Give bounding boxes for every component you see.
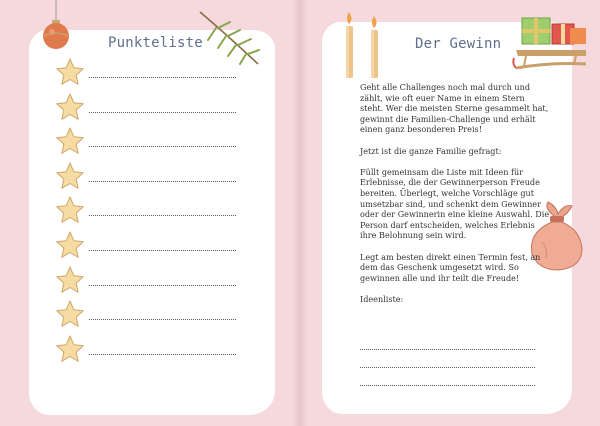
score-row <box>55 93 245 128</box>
score-row <box>55 266 245 301</box>
page-title-score-list: Punkteliste <box>108 35 203 51</box>
star-icon <box>55 266 85 294</box>
idea-line-2[interactable] <box>360 350 535 368</box>
name-entry-line[interactable] <box>89 215 236 216</box>
ornament-bauble-icon <box>36 0 76 52</box>
score-rows <box>55 58 245 369</box>
star-icon <box>55 127 85 155</box>
score-row <box>55 196 245 231</box>
paragraph-family: Jetzt ist die ganze Familie gefragt: <box>360 145 502 156</box>
star-icon <box>55 335 85 363</box>
ideas-lines <box>360 332 535 386</box>
score-row <box>55 58 245 93</box>
star-icon <box>55 300 85 328</box>
name-entry-line[interactable] <box>89 250 236 251</box>
name-entry-line[interactable] <box>89 354 236 355</box>
star-icon <box>55 93 85 121</box>
score-row <box>55 300 245 335</box>
page-title-prize: Der Gewinn <box>415 36 502 52</box>
score-row <box>55 127 245 162</box>
name-entry-line[interactable] <box>89 146 236 147</box>
name-entry-line[interactable] <box>89 319 236 320</box>
paragraph-appointment: Legt am besten direkt einen Termin fest, an dem das Geschenk umgesetzt wird. So gewinnen alle und ihr teilt die Freude! <box>360 251 541 283</box>
star-icon <box>55 162 85 190</box>
paragraph-intro: Geht alle Challenges noch mal durch und zählt, wie oft euer Name in einem Stern steht. Wer die meisten Sterne gesammelt hat, gewinnt die Familien-Challenge und erhält einen ganz besonderen Preis! <box>360 82 549 135</box>
score-row <box>55 162 245 197</box>
candles-icon <box>338 12 386 82</box>
name-entry-line[interactable] <box>89 181 236 182</box>
star-icon <box>55 196 85 224</box>
paragraph-ideas: Füllt gemeinsam die Liste mit Ideen für Erlebnisse, die der Gewinnerperson Freude bereiten. Überlegt, welche Vorschläge gut umsetzbar sind, und schenkt dem Gewinner oder der Gewinnerin eine kleine Auswahl. Die Person darf entscheiden, welches Erlebnis ihre Belohnung sein wird. <box>360 166 550 241</box>
idea-line-1[interactable] <box>360 332 535 350</box>
name-entry-line[interactable] <box>89 285 236 286</box>
prize-description <box>360 82 550 315</box>
name-entry-line[interactable] <box>89 112 236 113</box>
score-row <box>55 231 245 266</box>
star-icon <box>55 231 85 259</box>
book-gutter <box>293 0 307 426</box>
name-entry-line[interactable] <box>89 77 236 78</box>
ideas-label: Ideenliste: <box>360 293 404 304</box>
star-icon <box>55 58 85 86</box>
sled-with-presents-icon <box>512 6 592 80</box>
score-row <box>55 335 245 370</box>
idea-line-3[interactable] <box>360 368 535 386</box>
